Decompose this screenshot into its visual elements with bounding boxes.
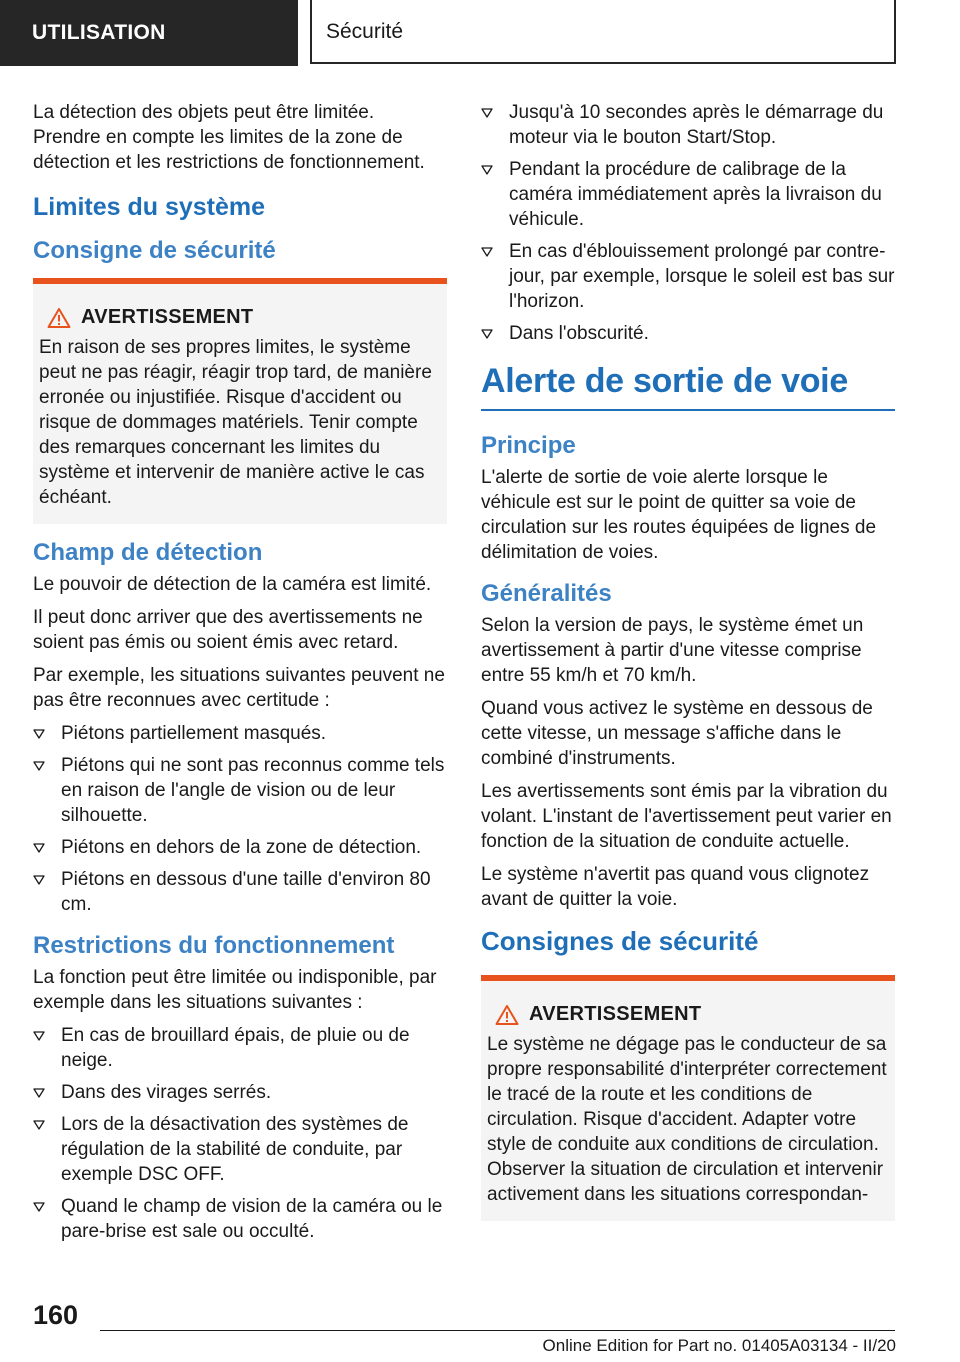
- paragraph: L'alerte de sortie de voie alerte lorsque le véhicule est sur le point de quitter sa voie de circulation sur les routes équipées de lignes de délimitation de voies.: [481, 467, 877, 563]
- paragraph: Par exemple, les situations suivantes peuvent ne pas être reconnues avec certitude :: [33, 665, 445, 711]
- right-column: [481, 100, 895, 1229]
- list-item-text: En cas de brouillard épais, de pluie ou de neige.: [61, 1025, 410, 1071]
- bullet-triangle-icon: [33, 729, 45, 739]
- bullet-triangle-icon: [33, 761, 45, 771]
- warning-text: En raison de ses propres limites, le système peut ne pas réagir, réagir trop tard, de manière erronée ou injustifiée. Risque d'accident ou risque de dommages matériels. Tenir compte des remarques concernant les limites du système et intervenir de manière active le cas échéant.: [39, 337, 432, 508]
- footer-edition: Online Edition for Part no. 01405A03134 - II/20: [542, 1336, 896, 1355]
- paragraph: La fonction peut être limitée ou indisponible, par exemple dans les situations suivantes :: [33, 967, 437, 1013]
- warning-header: [487, 1003, 889, 1026]
- heading-restrictions: Restrictions du fonctionnement: [33, 932, 395, 959]
- heading-generalites: Généralités: [481, 580, 612, 607]
- list-item: [33, 867, 447, 917]
- heading-champ-detection: Champ de détection: [33, 539, 263, 566]
- page-header: [0, 0, 960, 66]
- bullet-list-restrictions-cont: [481, 100, 895, 346]
- list-item: [481, 321, 895, 346]
- list-item: [33, 753, 447, 828]
- bullet-triangle-icon: [33, 843, 45, 853]
- bullet-triangle-icon: [33, 1202, 45, 1212]
- list-item-text: Piétons en dessous d'une taille d'environ 80 cm.: [61, 869, 431, 915]
- heading-consignes-securite: Consignes de sécurité: [481, 926, 759, 956]
- list-item-text: Lors de la désactivation des systèmes de régulation de la stabilité de conduite, par exemple DSC OFF.: [61, 1114, 409, 1185]
- heading-limites-systeme: Limites du système: [33, 193, 266, 221]
- bullet-triangle-icon: [33, 1120, 45, 1130]
- heading-consigne-securite: Consigne de sécurité: [33, 237, 276, 264]
- bullet-triangle-icon: [481, 165, 493, 175]
- warning-box: [33, 278, 447, 524]
- warning-box: [481, 975, 895, 1221]
- bullet-list-champ: [33, 721, 447, 917]
- warning-triangle-icon: [47, 307, 71, 329]
- bullet-triangle-icon: [481, 329, 493, 339]
- heading-principe: Principe: [481, 432, 576, 459]
- heading-alerte-sortie-voie: Alerte de sortie de voie: [481, 362, 895, 411]
- list-item: [481, 157, 895, 232]
- bullet-triangle-icon: [33, 1088, 45, 1098]
- list-item-text: Dans l'obscurité.: [509, 323, 649, 344]
- intro-paragraph: La détection des objets peut être limitée. Prendre en compte les limites de la zone de détection et les restrictions de fonctionnement.: [33, 102, 425, 173]
- paragraph: Il peut donc arriver que des avertissements ne soient pas émis ou soient émis avec retard.: [33, 607, 423, 653]
- warning-title: AVERTISSEMENT: [529, 1003, 702, 1025]
- bullet-triangle-icon: [481, 108, 493, 118]
- paragraph: Les avertissements sont émis par la vibration du volant. L'instant de l'avertissement peut varier en fonction de la situation de conduite actuelle.: [481, 781, 892, 852]
- list-item: [481, 239, 895, 314]
- list-item-text: Piétons partiellement masqués.: [61, 723, 327, 744]
- list-item-text: Piétons en dehors de la zone de détection.: [61, 837, 422, 858]
- left-column: [33, 100, 447, 1251]
- bullet-list-restrictions: [33, 1023, 447, 1244]
- paragraph: Quand vous activez le système en dessous de cette vitesse, un message s'affiche dans le combiné d'instruments.: [481, 698, 873, 769]
- warning-title: AVERTISSEMENT: [81, 306, 254, 328]
- list-item: [33, 1194, 447, 1244]
- list-item: [33, 1080, 447, 1105]
- bullet-triangle-icon: [33, 875, 45, 885]
- footer-divider: [100, 1330, 895, 1331]
- list-item: [33, 1112, 447, 1187]
- list-item: [33, 1023, 447, 1073]
- warning-triangle-icon: [495, 1004, 519, 1026]
- section-tab: UTILISATION: [0, 0, 298, 66]
- list-item-text: Pendant la procédure de calibrage de la caméra immédiatement après la livraison du véhicule.: [509, 159, 882, 230]
- list-item-text: Piétons qui ne sont pas reconnus comme tels en raison de l'angle de vision ou de leur silhouette.: [61, 755, 445, 826]
- chapter-title: Sécurité: [310, 0, 896, 64]
- list-item: [481, 100, 895, 150]
- list-item-text: Jusqu'à 10 secondes après le démarrage du moteur via le bouton Start/Stop.: [509, 102, 884, 148]
- list-item-text: Quand le champ de vision de la caméra ou le pare-brise est sale ou occulté.: [61, 1196, 443, 1242]
- bullet-triangle-icon: [481, 247, 493, 257]
- list-item: [33, 835, 447, 860]
- paragraph: Selon la version de pays, le système émet un avertissement à partir d'une vitesse comprise entre 55 km/h et 70 km/h.: [481, 615, 864, 686]
- paragraph: Le système n'avertit pas quand vous clignotez avant de quitter la voie.: [481, 864, 870, 910]
- list-item-text: En cas d'éblouissement prolongé par contre-jour, par exemple, lorsque le soleil est bas sur l'horizon.: [509, 241, 895, 312]
- list-item-text: Dans des virages serrés.: [61, 1082, 272, 1103]
- list-item: [33, 721, 447, 746]
- page-number: 160: [33, 1300, 79, 1330]
- paragraph: Le pouvoir de détection de la caméra est limité.: [33, 574, 432, 595]
- warning-header: [39, 306, 441, 329]
- warning-text: Le système ne dégage pas le conducteur de sa propre responsabilité d'interpréter correctement le tracé de la route et les conditions de circulation. Risque d'accident. Adapter votre style de conduite aux conditions de circulation. Observer la situation de circulation et intervenir activement dans les situations correspondan-: [487, 1034, 887, 1205]
- bullet-triangle-icon: [33, 1031, 45, 1041]
